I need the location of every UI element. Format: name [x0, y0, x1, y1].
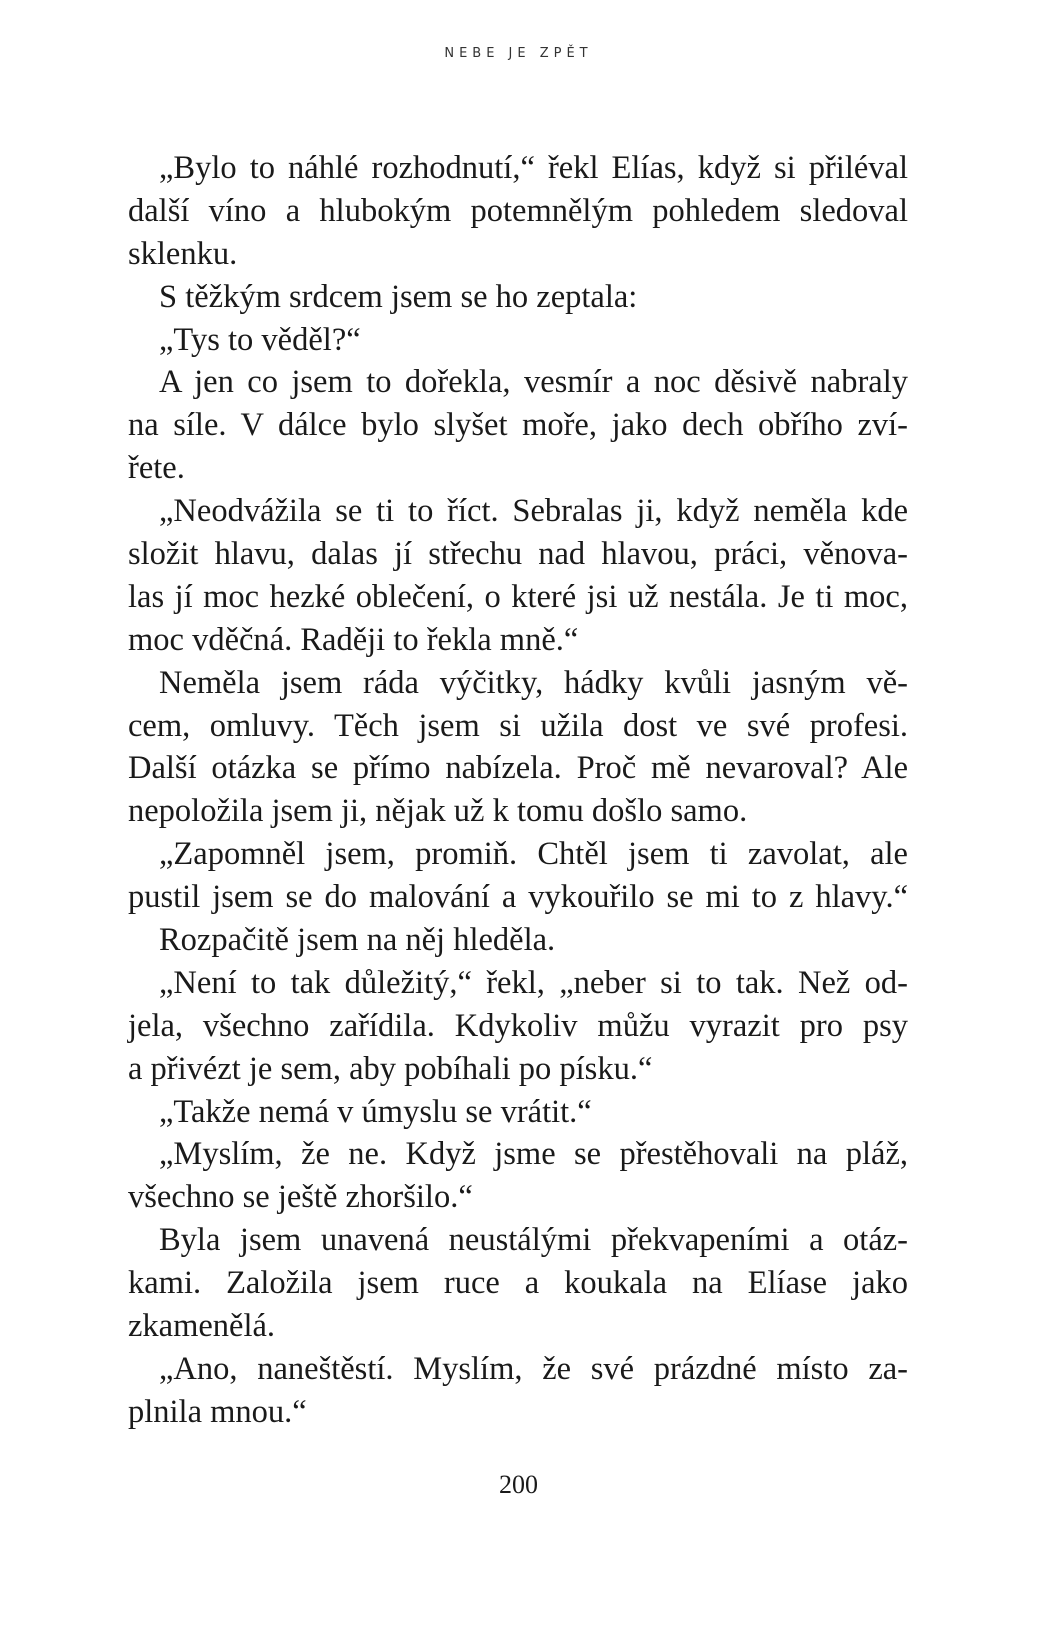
- text-line: „Zapomněl jsem, promiň. Chtěl jsem ti zavolat, ale: [159, 836, 908, 873]
- text-line: nepoložila jsem ji, nějak už k tomu došlo samo.: [128, 793, 748, 830]
- text-line: další víno a hlubokým potemnělým pohledem sledoval: [128, 192, 908, 229]
- text-line: „Neodvážila se ti to říct. Sebralas ji, když neměla kde: [159, 493, 908, 530]
- text-line: Další otázka se přímo nabízela. Proč mě nevaroval? Ale: [128, 750, 908, 787]
- text-line: jela, všechno zařídila. Kdykoliv můžu vyrazit pro psy: [128, 1007, 908, 1044]
- text-line: „Tys to věděl?“: [159, 321, 361, 358]
- text-line: zkamenělá.: [128, 1308, 276, 1345]
- text-line: Neměla jsem ráda výčitky, hádky kvůli jasným vě-: [159, 664, 908, 701]
- text-line: řete.: [128, 450, 185, 487]
- text-line: Rozpačitě jsem na něj hleděla.: [159, 922, 556, 959]
- text-line: sklenku.: [128, 235, 238, 272]
- text-line: a přivézt je sem, aby pobíhali po písku.“: [128, 1050, 653, 1087]
- text-line: moc vděčná. Raději to řekla mně.“: [128, 621, 579, 658]
- text-line: Byla jsem unavená neustálými překvapeními a otáz-: [159, 1222, 908, 1259]
- text-line: pustil jsem se do malování a vykouřilo se mi to z hlavy.“: [128, 879, 908, 916]
- text-line: „Myslím, že ne. Když jsme se přestěhovali na pláž,: [159, 1136, 908, 1173]
- text-line: složit hlavu, dalas jí střechu nad hlavou, práci, věnova-: [128, 536, 908, 573]
- text-line: „Bylo to náhlé rozhodnutí,“ řekl Elías, když si přiléval: [159, 150, 908, 186]
- text-line: „Není to tak důležitý,“ řekl, „neber si to tak. Než od-: [159, 964, 908, 1001]
- text-line: „Ano, naneštěstí. Myslím, že své prázdné místo za-: [159, 1350, 908, 1387]
- text-line: A jen co jsem to dořekla, vesmír a noc děsivě nabraly: [159, 364, 908, 401]
- text-line: „Takže nemá v úmyslu se vrátit.“: [159, 1093, 592, 1130]
- text-line: plnila mnou.“: [128, 1393, 307, 1430]
- text-line: cem, omluvy. Těch jsem si užila dost ve své profesi.: [128, 707, 908, 744]
- text-line: na síle. V dálce bylo slyšet moře, jako dech obřího zví-: [128, 407, 908, 444]
- text-line: všechno se ještě zhoršilo.“: [128, 1179, 473, 1216]
- page-number: 200: [499, 1470, 538, 1499]
- body-text: [128, 147, 908, 1434]
- text-line: kami. Založila jsem ruce a koukala na Elíase jako: [128, 1265, 908, 1302]
- text-line: S těžkým srdcem jsem se ho zeptala:: [159, 278, 638, 315]
- text-line: las jí moc hezké oblečení, o které jsi už nestála. Je ti moc,: [128, 578, 908, 615]
- running-head: NEBE JE ZPĚT: [444, 46, 593, 61]
